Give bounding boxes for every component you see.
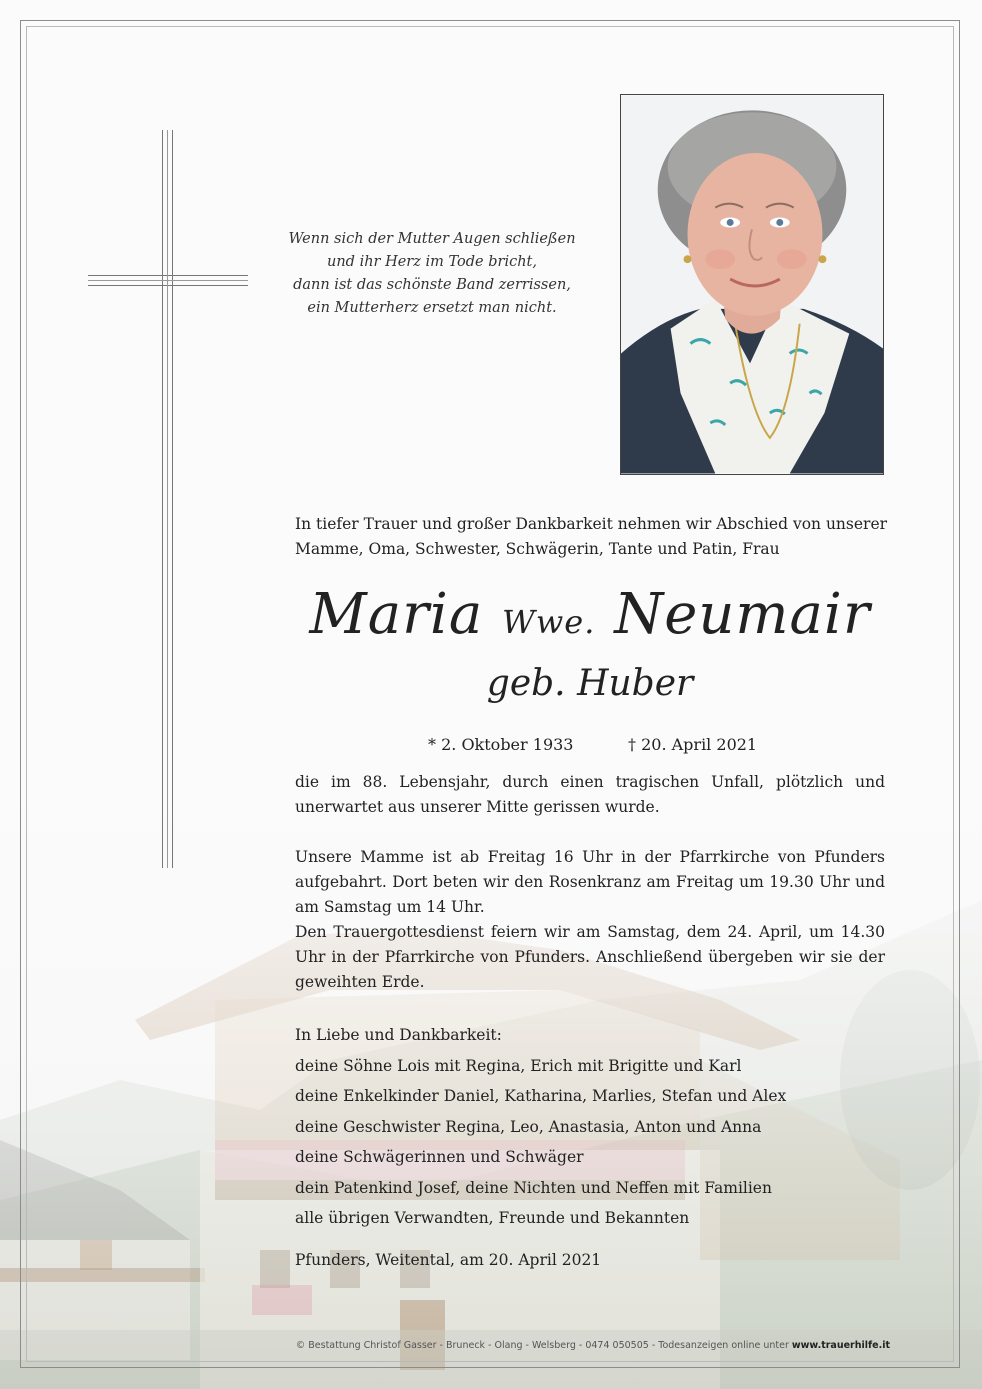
- widow-abbreviation: Wwe.: [502, 603, 596, 641]
- family-list: [295, 1020, 885, 1234]
- last-name: Neumair: [614, 582, 871, 647]
- footer-credit: [290, 1340, 890, 1351]
- poem-line: und ihr Herz im Tode bricht,: [327, 254, 537, 270]
- portrait-photo: [620, 94, 884, 475]
- paragraph-viewing: Unsere Mamme ist ab Freitag 16 Uhr in der Pfarrkirche von Pfunders aufgebahrt. Dort beten wir den Rosenkranz am Freitag um 19.30 Uhr und am Samstag um 14 Uhr.: [295, 848, 885, 916]
- portrait-image: [621, 95, 883, 474]
- intro-line: In tiefer Trauer und großer Dankbarkeit nehmen wir Abschied von unserer: [295, 515, 888, 533]
- footer-text: © Bestattung Christof Gasser - Bruneck - Olang - Welsberg - 0474 050505 - Todesanzeigen online unter: [295, 1340, 789, 1351]
- poem-line: dann ist das schönste Band zerrissen,: [293, 277, 571, 293]
- place-and-date: Pfunders, Weitental, am 20. April 2021: [295, 1251, 602, 1269]
- family-line: dein Patenkind Josef, deine Nichten und Neffen mit Familien: [295, 1178, 772, 1197]
- memorial-poem: [262, 228, 602, 320]
- family-line: alle übrigen Verwandten, Freunde und Bekannten: [295, 1209, 690, 1227]
- family-line: deine Geschwister Regina, Leo, Anastasia, Anton und Anna: [295, 1117, 762, 1136]
- birth-date: * 2. Oktober 1933: [428, 735, 574, 754]
- family-heading: In Liebe und Dankbarkeit:: [295, 1026, 502, 1044]
- first-name: Maria: [309, 582, 484, 647]
- death-date: † 20. April 2021: [628, 735, 758, 754]
- family-line: deine Enkelkinder Daniel, Katharina, Marlies, Stefan und Alex: [295, 1087, 787, 1105]
- deceased-name: [295, 580, 885, 657]
- intro-line: Mamme, Oma, Schwester, Schwägerin, Tante und Patin, Frau: [295, 540, 780, 558]
- family-line: deine Söhne Lois mit Regina, Erich mit Brigitte und Karl: [295, 1056, 742, 1075]
- footer-website-link[interactable]: www.trauerhilfe.it: [791, 1340, 890, 1351]
- maiden-name: geb. Huber: [486, 663, 694, 704]
- paragraph-death: die im 88. Lebensjahr, durch einen tragischen Unfall, plötzlich und unerwartet aus unserer Mitte gerissen wurde.: [295, 773, 885, 816]
- family-line: deine Schwägerinnen und Schwäger: [295, 1148, 584, 1166]
- paragraph-funeral: Den Trauergottesdienst feiern wir am Samstag, dem 24. April, um 14.30 Uhr in der Pfarrkirche von Pfunders. Anschließend übergeben wir sie der geweihten Erde.: [295, 923, 885, 991]
- poem-line: ein Mutterherz ersetzt man nicht.: [307, 300, 557, 316]
- intro-text: [295, 512, 895, 562]
- poem-line: Wenn sich der Mutter Augen schließen: [288, 231, 576, 247]
